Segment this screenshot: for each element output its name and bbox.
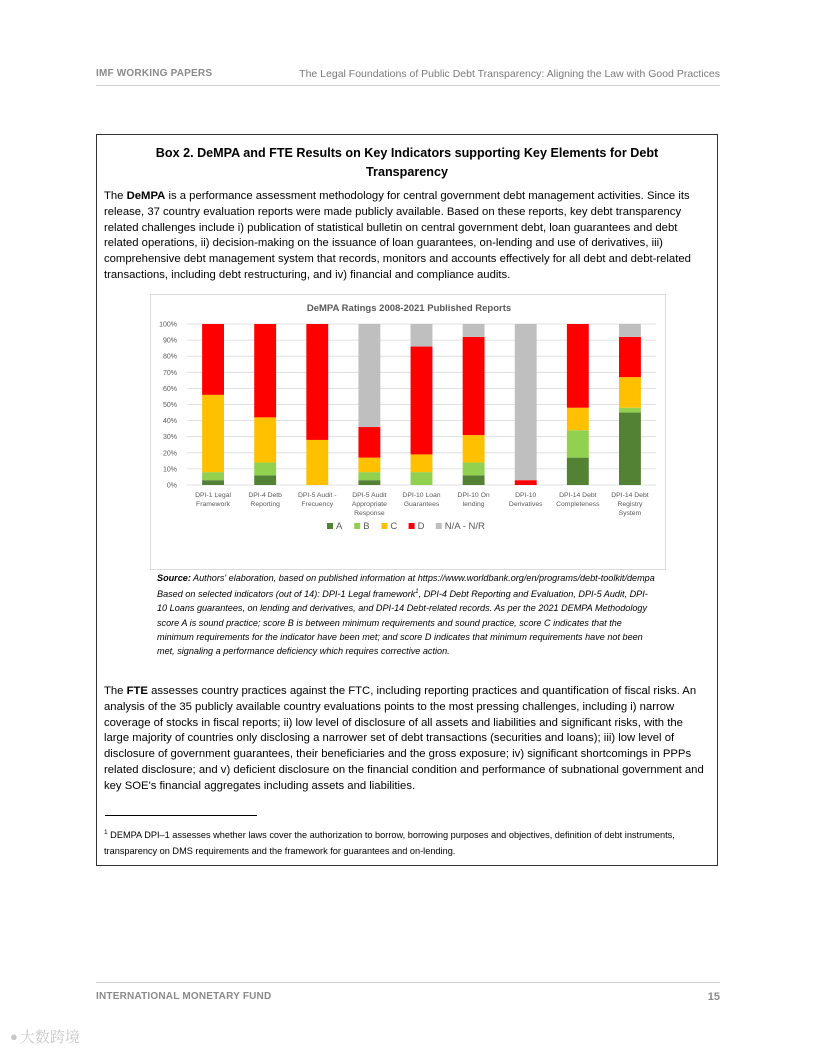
bar-segment-d — [358, 427, 380, 458]
bar-segment-a — [358, 480, 380, 485]
bar-segment-b — [254, 462, 276, 475]
x-tick-label: DPI-5 Audit - — [298, 492, 337, 499]
bar-segment-c — [202, 395, 224, 472]
bar-segment-c — [306, 440, 328, 485]
footnote-rule — [105, 815, 257, 816]
para1-text: is a performance assessment methodology for central government debt management activities. Since its release, 37 country evaluation reports were made publicly available. Based on these reports, key debt transparency related challenges include i) publication of statistical bulletin on central government debt, loan guarantees and debt related operations, ii) decision-making on the issuance of loan guarantees, on-lending and use of derivatives, iii) comprehensive debt management system that records, monitors and accounts effectively for all debt and debt-related transactions, including debt restructuring, and iv) financial and compliance audits. — [104, 190, 691, 281]
dempa-term: DeMPA — [126, 190, 166, 202]
bar-segment-b — [202, 472, 224, 480]
bar-segment-d — [515, 480, 537, 485]
footnote-text: DEMPA DPI–1 assesses whether laws cover the authorization to borrow, borrowing purposes and objectives, definition of debt instruments, transparency on DMS requirements and the framework for guarantees and on-lending. — [104, 830, 675, 857]
y-tick-label: 80% — [162, 353, 177, 361]
bar-segment-b — [463, 462, 485, 475]
y-tick-label: 100% — [159, 321, 177, 329]
bar-segment-d — [306, 324, 328, 440]
x-tick-label: DPI-10 On — [457, 492, 490, 499]
y-tick-label: 0% — [166, 482, 177, 490]
source-label: Source: — [157, 573, 191, 583]
dempa-chart — [150, 294, 666, 570]
footer-rule — [96, 982, 720, 983]
y-tick-label: 20% — [162, 450, 177, 458]
chart-canvas — [151, 295, 667, 571]
fte-term: FTE — [126, 685, 148, 697]
x-tick-label: Response — [354, 510, 385, 517]
watermark-text: 大数跨境 — [19, 1029, 80, 1046]
x-tick-label: Derivatives — [508, 501, 543, 508]
box-2 — [96, 134, 718, 866]
x-tick-label: DPI-10 Loan — [402, 492, 441, 499]
y-tick-label: 60% — [162, 385, 177, 393]
legend-label: A — [336, 521, 343, 532]
bar-segment-n-a-n-r — [358, 324, 380, 427]
source-text-2: , DPI-4 Debt Reporting and Evaluation, DPI-5 Audit, DPI-10 Loans guarantees, on lending and derivatives, and DPI-14 Debt-related records. As per the 2021 DEMPA Methodology score A is sound practice; score B is between minimum requirements and sound practice, score C indicates that the minimum requirements for the indicator have been met; and score D indicates that minimum requirements have not been met, signaling a performance deficiency which requires corrective action. — [157, 589, 648, 657]
bar-segment-c — [619, 377, 641, 408]
bar-segment-a — [619, 413, 641, 485]
bar-segment-b — [411, 472, 433, 485]
legend-label: C — [390, 521, 398, 532]
x-tick-label: Guarantees — [403, 501, 440, 508]
y-tick-label: 40% — [162, 418, 177, 426]
legend-swatch — [327, 523, 333, 529]
x-tick-label: DPI-14 Debt — [611, 492, 649, 499]
running-header-series: IMF WORKING PAPERS — [96, 68, 213, 79]
footnote-1 — [104, 825, 707, 859]
y-tick-label: 70% — [162, 369, 177, 377]
bar-segment-n-a-n-r — [463, 324, 485, 337]
bar-segment-a — [463, 475, 485, 485]
bar-segment-n-a-n-r — [515, 324, 537, 480]
chart-title: DeMPA Ratings 2008-2021 Published Reports — [306, 303, 512, 314]
para2-text: assesses country practices against the FTC, including reporting practices and quantification of fiscal risks. An analysis of the 35 publicly available country evaluations points to the most pressing challenges, including i) narrow coverage of stocks in fiscal reports; ii) low level of disclosure of all assets and liabilities and significant risks, with the large majority of countries only disclosing a narrower set of debt transactions (securities and loans); iii) low level of disclosure of government guarantees, their beneficiaries and the gross exposure; iv) significant shortcomings in PPPs related disclosure; and v) deficient disclosure on the financial condition and performance of subnational government and key SOE's financial aggregates including assets and liabilities. — [104, 685, 704, 792]
page-number: 15 — [707, 991, 720, 1003]
bar-segment-n-a-n-r — [411, 324, 433, 347]
legend-label: N/A - N/R — [444, 521, 485, 532]
legend-swatch — [354, 523, 360, 529]
bar-segment-b — [619, 408, 641, 413]
y-tick-label: 10% — [162, 466, 177, 474]
legend-label: D — [417, 521, 425, 532]
x-tick-label: DPI-1 Legal — [195, 492, 232, 499]
bar-segment-d — [619, 337, 641, 377]
bar-segment-d — [202, 324, 224, 395]
para2-pre: The — [104, 685, 127, 697]
watermark — [10, 1026, 80, 1047]
fte-paragraph — [104, 684, 710, 795]
footnote-ref[interactable]: 1 — [415, 589, 419, 596]
footer-org: INTERNATIONAL MONETARY FUND — [96, 991, 272, 1002]
running-header-title: The Legal Foundations of Public Debt Transparency: Aligning the Law with Good Practices — [299, 68, 720, 80]
bar-segment-b — [358, 472, 380, 480]
x-tick-label: Appropriate — [351, 501, 387, 508]
bar-segment-c — [358, 458, 380, 472]
x-tick-label: Completeness — [556, 501, 600, 508]
x-tick-label: DPI-10 — [515, 492, 537, 499]
bar-segment-b — [567, 430, 589, 457]
bar-segment-d — [411, 347, 433, 455]
bar-segment-d — [567, 324, 589, 408]
legend-swatch — [436, 523, 442, 529]
bar-segment-a — [567, 458, 589, 485]
x-tick-label: Frecuency — [301, 501, 334, 508]
bar-segment-d — [463, 337, 485, 435]
x-tick-label: DPI-5 Audit — [352, 492, 387, 499]
footnote-mark: 1 — [104, 829, 108, 836]
para1-pre: The — [104, 190, 127, 202]
x-tick-label: DPI-14 Debt — [559, 492, 597, 499]
source-text-1: Authors' elaboration, based on published information at https://www.worldbank.org/en/programs/debt-toolkit/dempa Based on selected indicators (out of 14): DPI-1 Legal framework — [157, 573, 655, 600]
y-tick-label: 30% — [162, 434, 177, 442]
chart-source-note — [157, 571, 657, 658]
x-tick-label: System — [618, 510, 642, 517]
bar-segment-c — [463, 435, 485, 462]
x-tick-label: lending — [462, 501, 485, 508]
box-title: Box 2. DeMPA and FTE Results on Key Indicators supporting Key Elements for Debt Transparency — [155, 146, 659, 179]
bar-segment-a — [254, 475, 276, 485]
x-tick-label: Registry — [617, 501, 643, 508]
y-tick-label: 50% — [162, 402, 177, 409]
x-tick-label: Framework — [196, 501, 231, 508]
header-rule — [96, 85, 720, 86]
x-tick-label: DPI-4 Detb — [248, 492, 282, 499]
bar-segment-a — [202, 480, 224, 485]
legend-swatch — [409, 523, 415, 529]
legend-label: B — [363, 521, 370, 532]
y-tick-label: 90% — [162, 337, 177, 345]
bar-segment-c — [567, 408, 589, 431]
bar-segment-c — [254, 417, 276, 462]
watermark-logo-icon: ● — [10, 1029, 18, 1044]
bar-segment-d — [254, 324, 276, 417]
x-tick-label: Reporting — [250, 501, 280, 508]
dempa-paragraph — [104, 189, 710, 284]
bar-segment-n-a-n-r — [619, 324, 641, 337]
legend-swatch — [381, 523, 387, 529]
bar-segment-c — [411, 454, 433, 472]
